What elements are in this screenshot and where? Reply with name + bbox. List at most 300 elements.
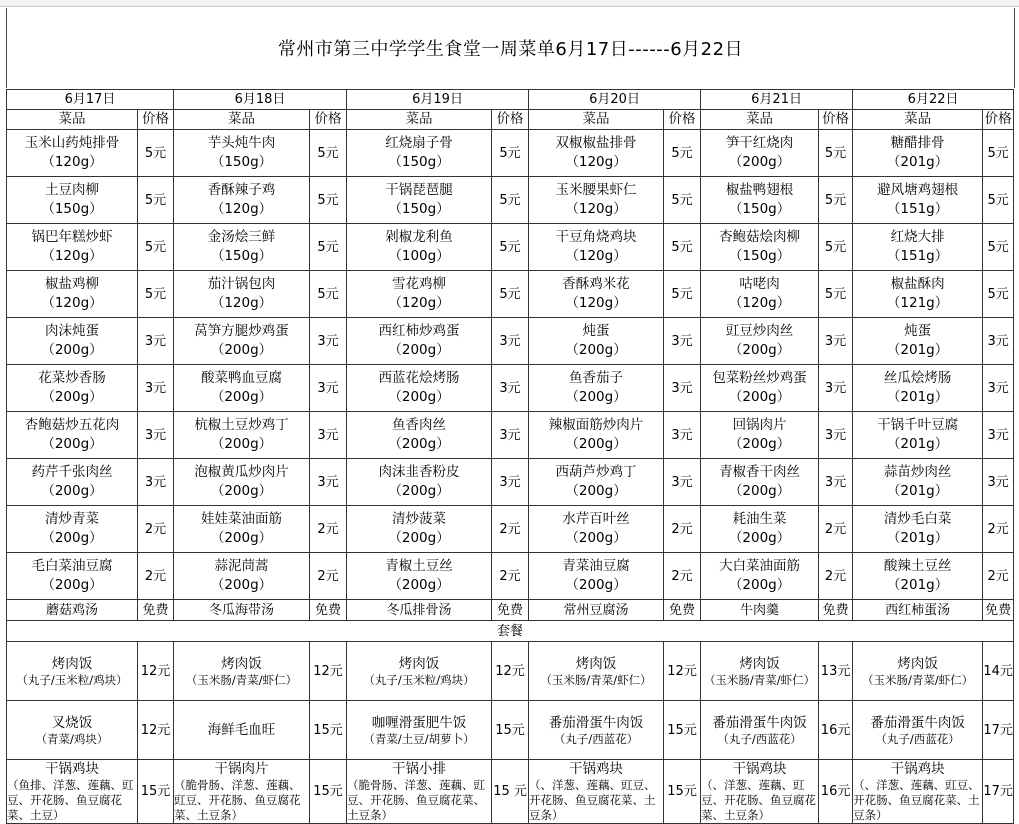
dish-cell	[529, 130, 664, 177]
set-meal-label: 套餐	[7, 621, 1014, 642]
dish-weight: （120g）	[565, 248, 627, 264]
dish-weight: （200g）	[210, 483, 273, 499]
dish-cell	[529, 553, 664, 600]
dish-weight: （200g）	[728, 342, 791, 358]
dish-name: 杏鲍菇炒五花肉	[24, 417, 120, 433]
dish-weight: （150g）	[388, 154, 450, 170]
dish-name: 娃娃菜油面筋	[201, 511, 283, 527]
dish-name: 酸菜鸭血豆腐	[201, 370, 283, 386]
dish-name: 杭椒土豆炒鸡丁	[194, 417, 289, 433]
set-meal-name: 干锅肉片	[214, 761, 269, 777]
dish-cell	[7, 506, 138, 553]
price-cell: 5元	[492, 130, 529, 177]
dish-name: 红烧大排	[890, 229, 945, 245]
set-meal-price: 17元	[983, 760, 1014, 824]
dish-name: 双椒椒盐排骨	[555, 135, 637, 151]
dish-weight: （200g）	[41, 342, 103, 358]
set-meal-cell	[347, 642, 492, 701]
dish-weight: （150g）	[210, 248, 273, 264]
dish-name: 药芹千张肉丝	[31, 464, 113, 480]
soup-name: 牛肉羹	[701, 600, 819, 621]
dish-cell	[701, 506, 819, 553]
dish-weight: （201g）	[886, 577, 949, 593]
price-cell: 5元	[983, 130, 1014, 177]
set-meal-price: 15 元	[492, 760, 529, 824]
soup-name: 常州豆腐汤	[529, 600, 664, 621]
set-meal-name: 干锅鸡块	[732, 761, 787, 777]
dish-header: 菜品	[174, 110, 310, 130]
set-meal-cell	[174, 760, 310, 824]
dish-weight: （200g）	[728, 154, 791, 170]
price-cell: 5元	[310, 177, 347, 224]
price-cell: 5元	[819, 130, 853, 177]
dish-name: 豇豆炒肉丝	[725, 323, 794, 339]
dish-name: 干锅琵琶腿	[385, 182, 453, 198]
price-cell: 5元	[492, 271, 529, 318]
dish-name: 蒜泥茼蒿	[214, 558, 269, 574]
set-meal-price: 14元	[983, 642, 1014, 701]
price-cell: 5元	[138, 177, 174, 224]
dish-cell	[174, 224, 310, 271]
dish-weight: （200g）	[728, 483, 791, 499]
price-cell: 3元	[138, 412, 174, 459]
price-cell: 2元	[819, 506, 853, 553]
price-cell: 5元	[138, 224, 174, 271]
dish-weight: （150g）	[728, 201, 791, 217]
set-meal-row	[7, 701, 1014, 760]
dish-weight: （120g）	[565, 295, 627, 311]
set-meal-detail: （脆骨肠、洋葱、莲藕、豇豆、开花肠、鱼豆腐花菜、土豆条）	[347, 778, 486, 822]
price-cell: 5元	[492, 224, 529, 271]
dish-name: 金汤烩三鲜	[207, 229, 276, 245]
dish-name: 笋干红烧肉	[725, 135, 794, 151]
dish-weight: （200g）	[388, 389, 450, 405]
dish-weight: （200g）	[728, 530, 791, 546]
dish-name: 辣椒面筋炒肉片	[548, 417, 644, 433]
dish-cell	[7, 271, 138, 318]
dish-name: 肉沫韭香粉皮	[378, 464, 460, 480]
dish-name: 鱼香茄子	[569, 370, 624, 386]
dish-name: 回锅肉片	[732, 417, 787, 433]
dish-cell	[174, 271, 310, 318]
price-header: 价格	[983, 110, 1014, 130]
dish-cell	[174, 318, 310, 365]
dish-name: 西葫芦炒鸡丁	[555, 464, 637, 480]
price-header: 价格	[819, 110, 853, 130]
dish-name: 锅巴年糕炒虾	[31, 229, 113, 245]
dish-cell	[347, 271, 492, 318]
dish-weight: （201g）	[886, 154, 949, 170]
set-meal-cell	[7, 760, 138, 824]
dish-name: 椒盐鸡柳	[45, 276, 99, 292]
price-cell: 3元	[310, 412, 347, 459]
dish-cell	[347, 224, 492, 271]
dish-cell	[529, 459, 664, 506]
price-cell: 3元	[983, 318, 1014, 365]
dish-weight: （200g）	[210, 530, 273, 546]
header-row	[7, 110, 1014, 130]
dish-weight: （200g）	[41, 436, 103, 452]
dish-cell	[853, 506, 983, 553]
dish-name: 椒盐鸭翅根	[725, 182, 794, 198]
set-meal-cell	[853, 701, 983, 760]
dish-cell	[529, 224, 664, 271]
price-header: 价格	[492, 110, 529, 130]
dish-name: 青菜油豆腐	[562, 558, 630, 574]
soup-price: 免费	[819, 600, 853, 621]
price-cell: 3元	[983, 365, 1014, 412]
set-meal-cell	[529, 642, 664, 701]
set-meal-row	[7, 760, 1014, 824]
dish-name: 清炒毛白菜	[883, 511, 952, 527]
dish-cell	[7, 318, 138, 365]
dish-cell	[174, 130, 310, 177]
soup-price: 免费	[492, 600, 529, 621]
set-meal-detail: （丸子/玉米粒/鸡块）	[363, 672, 475, 687]
dish-name: 耗油生菜	[732, 511, 787, 527]
price-cell: 3元	[138, 318, 174, 365]
dish-cell	[347, 459, 492, 506]
set-meal-name: 烤肉饭	[221, 655, 262, 672]
set-meal-detail: （玉米肠/青菜/虾仁）	[185, 672, 298, 687]
dish-name: 香酥鸡米花	[562, 276, 630, 292]
dish-weight: （200g）	[728, 577, 791, 593]
dish-weight: （200g）	[565, 577, 627, 593]
dish-name: 咕咾肉	[739, 276, 780, 292]
dish-weight: （200g）	[41, 530, 103, 546]
dish-row	[7, 224, 1014, 271]
price-cell: 5元	[310, 271, 347, 318]
price-header: 价格	[138, 110, 174, 130]
set-meal-cell	[853, 642, 983, 701]
price-cell: 5元	[138, 271, 174, 318]
price-cell: 3元	[819, 365, 853, 412]
set-meal-price: 17元	[983, 701, 1014, 760]
price-cell: 3元	[492, 459, 529, 506]
set-meal-name: 干锅鸡块	[569, 761, 624, 777]
set-meal-cell	[701, 642, 819, 701]
dish-weight: （150g）	[388, 201, 450, 217]
date-cell: 6月20日	[529, 90, 701, 110]
price-cell: 3元	[983, 459, 1014, 506]
price-cell: 5元	[983, 271, 1014, 318]
set-meal-name: 烤肉饭	[575, 655, 617, 672]
dish-weight: （200g）	[210, 342, 273, 358]
dish-header: 菜品	[7, 110, 138, 130]
dish-cell	[7, 224, 138, 271]
price-cell: 3元	[310, 459, 347, 506]
dish-name: 鱼香肉丝	[392, 417, 447, 433]
dish-weight: （120g）	[728, 295, 791, 311]
dish-cell	[174, 412, 310, 459]
date-cell: 6月22日	[853, 90, 1014, 110]
set-meal-price: 15元	[492, 701, 529, 760]
dish-cell	[853, 177, 983, 224]
dish-weight: （200g）	[210, 436, 273, 452]
dish-cell	[529, 412, 664, 459]
weekly-menu-table	[6, 89, 1014, 824]
dish-cell	[701, 130, 819, 177]
dish-cell	[7, 130, 138, 177]
set-meal-price: 12元	[492, 642, 529, 701]
price-cell: 5元	[819, 177, 853, 224]
dish-name: 大白菜油面筋	[719, 558, 801, 574]
dish-row	[7, 506, 1014, 553]
dish-header: 菜品	[853, 110, 983, 130]
set-meal-price: 12元	[664, 642, 701, 701]
dish-cell	[853, 553, 983, 600]
soup-row	[7, 600, 1014, 621]
price-cell: 3元	[819, 318, 853, 365]
dish-weight: （200g）	[210, 389, 273, 405]
dish-cell	[347, 365, 492, 412]
set-meal-name: 烤肉饭	[897, 655, 938, 672]
dish-weight: （201g）	[886, 342, 949, 358]
dish-weight: （200g）	[565, 483, 627, 499]
dish-row	[7, 365, 1014, 412]
dish-weight: （150g）	[41, 201, 103, 217]
price-cell: 3元	[310, 365, 347, 412]
dish-name: 干豆角烧鸡块	[555, 229, 637, 245]
dish-name: 丝瓜烩烤肠	[883, 370, 952, 386]
set-meal-cell	[701, 760, 819, 824]
dish-name: 香酥辣子鸡	[207, 182, 276, 198]
dish-cell	[701, 365, 819, 412]
dish-name: 清炒青菜	[45, 511, 99, 527]
dish-cell	[701, 318, 819, 365]
dish-name: 椒盐酥肉	[890, 276, 945, 292]
set-meal-cell	[347, 701, 492, 760]
price-cell: 2元	[819, 553, 853, 600]
dish-name: 西蓝花烩烤肠	[378, 370, 460, 386]
dish-cell	[174, 177, 310, 224]
dish-weight: （150g）	[728, 248, 791, 264]
dish-weight: （200g）	[388, 530, 450, 546]
dish-weight: （200g）	[388, 342, 450, 358]
dish-cell	[347, 318, 492, 365]
price-cell: 5元	[983, 177, 1014, 224]
set-meal-detail: （青菜/鸡块）	[35, 731, 109, 746]
dish-weight: （200g）	[565, 389, 627, 405]
dish-weight: （201g）	[886, 389, 949, 405]
set-meal-cell	[853, 760, 983, 824]
dish-cell	[174, 506, 310, 553]
dish-cell	[7, 553, 138, 600]
soup-name: 冬瓜排骨汤	[347, 600, 492, 621]
price-cell: 3元	[983, 412, 1014, 459]
set-meal-cell	[174, 701, 310, 760]
dish-name: 炖蛋	[904, 323, 932, 339]
soup-price: 免费	[983, 600, 1014, 621]
price-cell: 3元	[138, 459, 174, 506]
dish-name: 剁椒龙利鱼	[385, 229, 453, 245]
price-cell: 2元	[492, 506, 529, 553]
set-meal-price: 13元	[819, 642, 853, 701]
dish-weight: （200g）	[210, 577, 273, 593]
dish-name: 糖醋排骨	[890, 135, 945, 151]
dish-name: 芋头炖牛肉	[207, 135, 276, 151]
date-cell: 6月17日	[7, 90, 174, 110]
set-meal-cell	[7, 642, 138, 701]
dish-header: 菜品	[529, 110, 664, 130]
dish-cell	[529, 365, 664, 412]
dish-name: 蒜苗炒肉丝	[883, 464, 952, 480]
set-meal-cell	[174, 642, 310, 701]
price-cell: 2元	[138, 506, 174, 553]
set-meal-detail: （、洋葱、莲藕、豇豆、开花肠、鱼豆腐花菜、土豆条）	[853, 778, 980, 822]
dish-cell	[701, 459, 819, 506]
dish-header: 菜品	[701, 110, 819, 130]
price-cell: 5元	[310, 130, 347, 177]
dish-weight: （121g）	[886, 295, 949, 311]
dish-cell	[174, 553, 310, 600]
dish-cell	[347, 412, 492, 459]
dish-cell	[853, 459, 983, 506]
dish-name: 西红柿炒鸡蛋	[378, 323, 460, 339]
set-meal-cell	[529, 760, 664, 824]
set-meal-price: 16元	[819, 760, 853, 824]
dish-row	[7, 318, 1014, 365]
set-meal-detail: （青菜/土豆/胡萝卜）	[363, 731, 475, 746]
dish-cell	[853, 365, 983, 412]
set-meal-cell	[529, 701, 664, 760]
dish-cell	[529, 506, 664, 553]
set-meal-name: 叉烧饭	[51, 714, 93, 731]
price-cell: 5元	[983, 224, 1014, 271]
set-meal-detail: （玉米肠/青菜/虾仁）	[540, 672, 652, 687]
dish-name: 红烧扇子骨	[385, 135, 453, 151]
dish-name: 茄汁锅包肉	[207, 276, 276, 292]
dish-weight: （120g）	[41, 248, 103, 264]
date-cell: 6月18日	[174, 90, 347, 110]
dish-cell	[347, 177, 492, 224]
dish-row	[7, 271, 1014, 318]
dish-name: 干锅千叶豆腐	[877, 417, 959, 433]
price-cell: 3元	[138, 365, 174, 412]
dish-name: 雪花鸡柳	[392, 276, 447, 292]
dish-weight: （120g）	[565, 154, 627, 170]
dish-name: 酸辣土豆丝	[883, 558, 952, 574]
price-cell: 3元	[664, 318, 701, 365]
soup-name: 西红柿蛋汤	[853, 600, 983, 621]
dish-cell	[853, 318, 983, 365]
dish-name: 杏鲍菇烩肉柳	[719, 229, 801, 245]
dish-row	[7, 553, 1014, 600]
dish-cell	[347, 553, 492, 600]
dish-weight: （151g）	[886, 201, 949, 217]
dish-cell	[853, 412, 983, 459]
set-meal-price: 16元	[819, 701, 853, 760]
dish-name: 包菜粉丝炒鸡蛋	[712, 370, 807, 386]
price-cell: 2元	[664, 553, 701, 600]
price-cell: 5元	[492, 177, 529, 224]
price-cell: 2元	[492, 553, 529, 600]
set-meal-price: 15元	[310, 701, 347, 760]
price-cell: 3元	[492, 365, 529, 412]
dish-name: 炖蛋	[582, 323, 610, 339]
price-cell: 2元	[310, 553, 347, 600]
set-meal-price: 15元	[310, 760, 347, 824]
dish-cell	[7, 412, 138, 459]
dish-weight: （120g）	[41, 154, 103, 170]
dish-cell	[701, 177, 819, 224]
set-meal-detail: （丸子/玉米粒/鸡块）	[16, 672, 128, 687]
dish-weight: （200g）	[565, 342, 627, 358]
dish-name: 泡椒黄瓜炒肉片	[194, 464, 289, 480]
price-cell: 3元	[664, 412, 701, 459]
dish-name: 清炒菠菜	[392, 511, 447, 527]
dish-weight: （150g）	[210, 154, 273, 170]
price-cell: 5元	[664, 271, 701, 318]
dish-cell	[701, 271, 819, 318]
price-cell: 5元	[819, 224, 853, 271]
dish-cell	[347, 506, 492, 553]
set-meal-detail: （、洋葱、莲藕、豇豆、开花肠、鱼豆腐花菜、土豆条）	[701, 778, 817, 822]
set-meal-name: 烤肉饭	[398, 655, 440, 672]
set-meal-detail: （玉米肠/青菜/虾仁）	[861, 672, 974, 687]
dish-cell	[529, 271, 664, 318]
set-meal-price: 15元	[664, 701, 701, 760]
dish-header: 菜品	[347, 110, 492, 130]
dish-name: 青椒土豆丝	[385, 558, 453, 574]
date-cell: 6月21日	[701, 90, 853, 110]
dish-cell	[853, 271, 983, 318]
dish-cell	[529, 318, 664, 365]
dish-row	[7, 130, 1014, 177]
dish-weight: （200g）	[388, 577, 450, 593]
set-meal-detail: （丸子/西蓝花）	[717, 731, 802, 746]
dish-weight: （200g）	[565, 530, 627, 546]
price-cell: 3元	[819, 412, 853, 459]
date-row	[7, 90, 1014, 110]
set-meal-name: 海鲜毛血旺	[207, 722, 276, 738]
dish-name: 莴笋方腿炒鸡蛋	[194, 323, 289, 339]
price-cell: 2元	[664, 506, 701, 553]
dish-weight: （200g）	[565, 436, 627, 452]
dish-weight: （200g）	[41, 389, 103, 405]
set-meal-detail: （玉米肠/青菜/虾仁）	[703, 672, 816, 687]
price-cell: 5元	[664, 130, 701, 177]
set-meal-row	[7, 642, 1014, 701]
price-cell: 5元	[138, 130, 174, 177]
price-cell: 2元	[138, 553, 174, 600]
price-cell: 5元	[664, 177, 701, 224]
dish-weight: （120g）	[388, 295, 450, 311]
soup-price: 免费	[664, 600, 701, 621]
spreadsheet-column-header-strip	[0, 0, 1019, 7]
soup-name: 冬瓜海带汤	[174, 600, 310, 621]
dish-weight: （120g）	[210, 295, 273, 311]
set-meal-name: 干锅鸡块	[45, 761, 99, 777]
dish-weight: （200g）	[388, 436, 450, 452]
set-meal-price: 15元	[138, 760, 174, 824]
price-cell: 3元	[664, 459, 701, 506]
dish-name: 毛白菜油豆腐	[31, 558, 113, 574]
soup-price: 免费	[138, 600, 174, 621]
price-cell: 2元	[983, 553, 1014, 600]
set-meal-detail: （、洋葱、莲藕、豇豆、开花肠、鱼豆腐花菜、土豆条）	[529, 778, 656, 822]
dish-cell	[701, 412, 819, 459]
set-meal-name: 干锅小排	[392, 761, 447, 777]
price-cell: 2元	[983, 506, 1014, 553]
dish-name: 肉沫炖蛋	[45, 323, 99, 339]
dish-name: 水芹百叶丝	[562, 511, 630, 527]
dish-cell	[174, 459, 310, 506]
dish-weight: （100g）	[388, 248, 450, 264]
set-meal-name: 干锅鸡块	[890, 761, 945, 777]
set-meal-name: 番茄滑蛋牛肉饭	[548, 714, 644, 731]
dish-cell	[529, 177, 664, 224]
